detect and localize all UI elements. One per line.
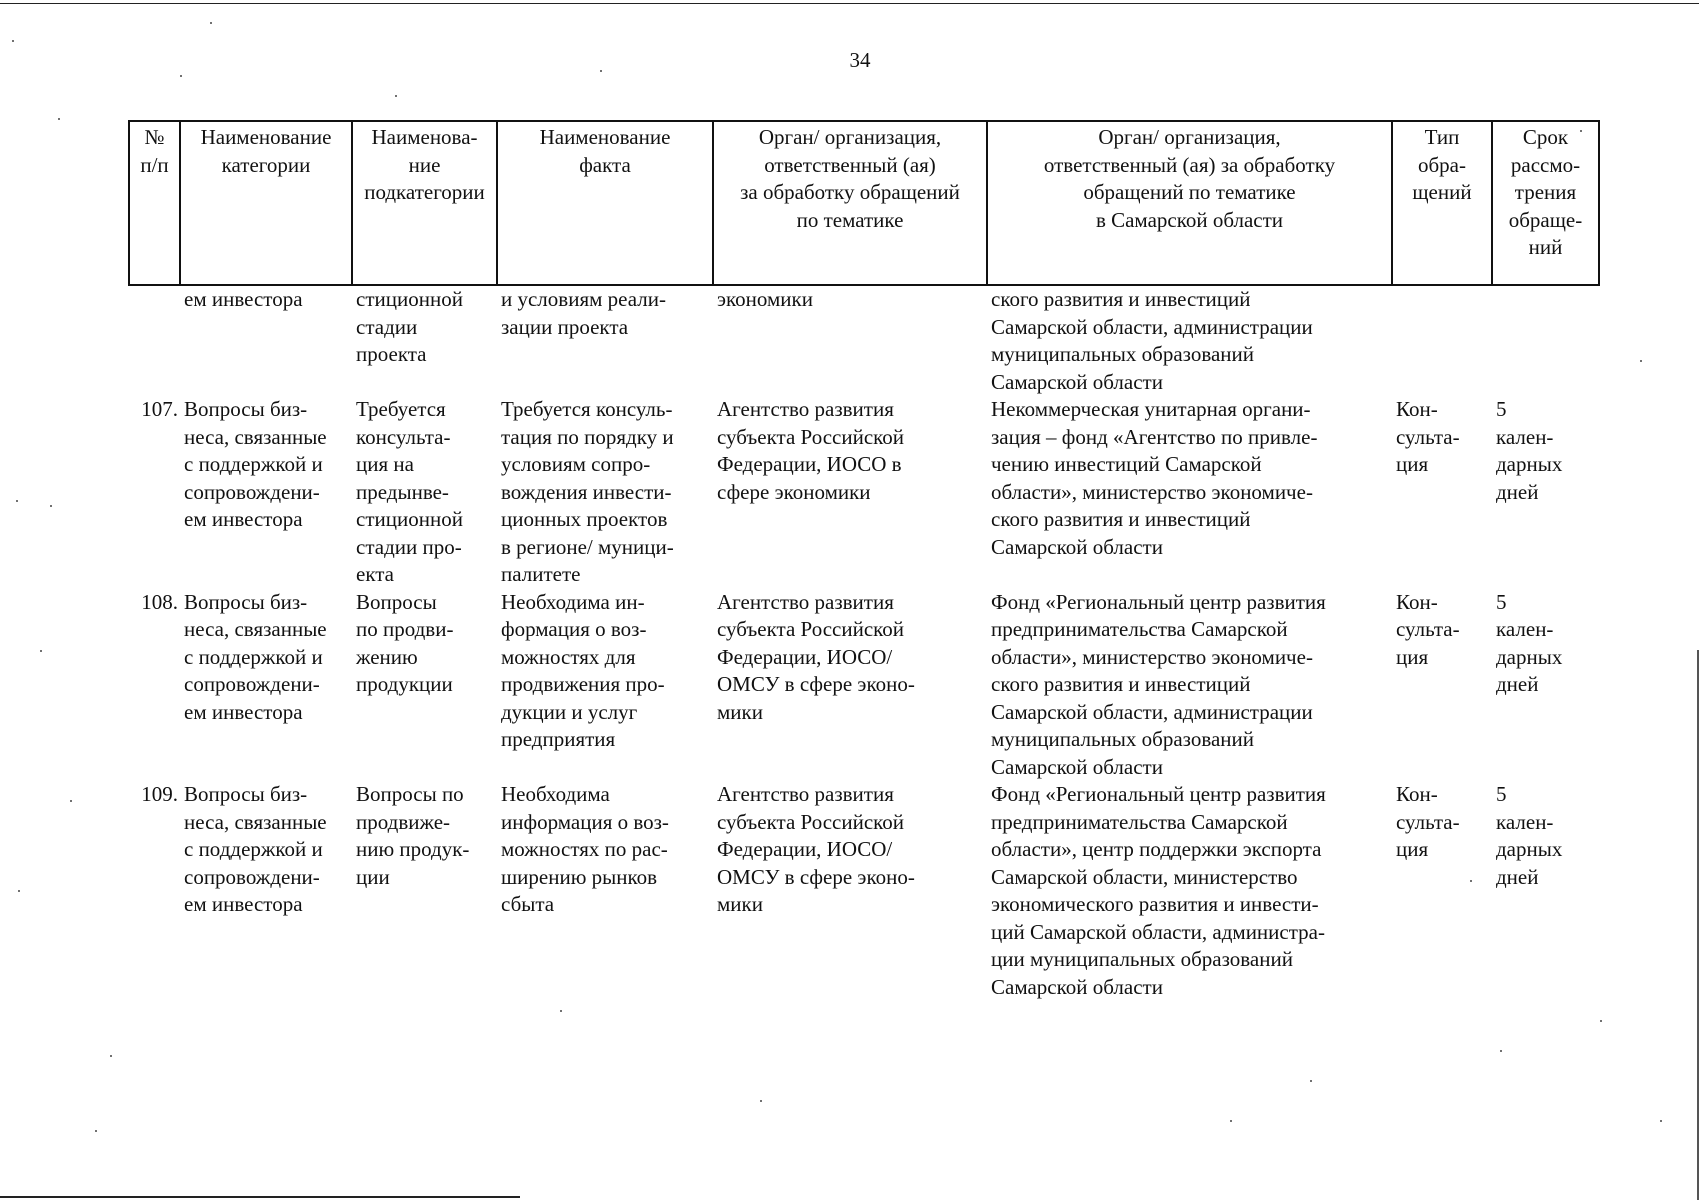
scan-speck [1580,130,1582,132]
cell-subcategory-line: проекта [356,342,427,366]
cell-org-federal-line: Федерации, ИОСО/ [717,837,893,861]
cell-fact-line: Необходима [501,782,610,806]
cell-fact-line: и условиям реали- [501,287,666,311]
cell-fact-line: Необходима ин- [501,589,645,614]
cell-org-federal-line: Агентство развития [717,589,894,614]
cell-type-line: ция [1396,452,1429,476]
header-subcategory-line: подкатегории [364,180,485,204]
cell-term-line: 5 [1496,589,1507,614]
cell-term-line: дней [1496,864,1539,889]
cell-type-line: ция [1396,837,1429,861]
cell-org-federal-line: ОМСУ в сфере эконо- [717,864,915,889]
cell-org-regional-line: муниципальных образований [991,727,1254,751]
cell-fact-line: условиям сопро- [501,452,651,476]
header-term-line: Срок [1522,125,1569,149]
cell-type-line: сульта- [1396,809,1460,834]
cell-subcategory-line: предынве- [356,479,449,504]
cell-org-federal [713,589,987,782]
header-org-regional-line: обращений по тематике [1083,180,1296,204]
scan-speck [180,75,182,77]
cell-fact [497,781,713,1001]
header-term [1492,121,1599,285]
cell-category-line: ем инвестора [184,507,303,531]
cell-org-regional-line: ций Самарской области, администра- [991,919,1325,944]
cell-category-line: неса, связанные [184,424,327,449]
scan-speck [58,118,60,120]
cell-subcategory-line: жению [356,644,418,669]
cell-category-line: с поддержкой и [184,837,323,861]
cell-category-line: Вопросы биз- [184,397,308,421]
cell-subcategory-line: екта [356,562,395,586]
header-term-line: рассмо- [1510,152,1581,177]
scan-speck [1230,1120,1232,1122]
cell-subcategory-line: стиционной [356,507,463,531]
scan-speck [1500,1050,1502,1052]
cell-category-line: ем инвестора [184,287,303,311]
cell-subcategory [352,589,497,782]
cell-fact-line: дукции и услуг [501,699,638,724]
cell-type-line: Кон- [1396,589,1438,614]
cell-fact-line: предприятия [501,727,616,751]
header-subcategory-line: ние [408,152,441,177]
cell-type-line: Кон- [1396,782,1438,806]
cell-subcategory-line: стадии [356,314,418,339]
cell-org-federal-line: мики [717,892,763,916]
cell-org-regional-line: области», центр поддержки экспорта [991,837,1322,861]
cell-org-regional-line: ского развития и инвестиций [991,672,1251,696]
header-fact-line: факта [579,152,631,177]
scan-speck [395,95,397,97]
cell-org-regional-line: Самарской области [991,369,1163,394]
scan-speck [12,40,14,42]
cell-fact-line: формация о воз- [501,617,647,641]
table-row [129,285,1599,396]
cell-org-regional-line: Фонд «Региональный центр развития [991,782,1326,806]
header-type-line: обра- [1418,152,1466,177]
scan-edge-bottom [0,1196,520,1198]
cell-org-regional-line: Фонд «Региональный центр развития [991,589,1326,614]
cell-org-regional-line: Самарской области, администрации [991,314,1313,339]
cell-term [1492,589,1599,782]
cell-fact-line: информация о воз- [501,809,669,834]
cell-category [180,285,352,396]
header-fact [497,121,713,285]
cell-subcategory-line: нию продук- [356,837,470,861]
cell-org-federal [713,396,987,589]
cell-type [1392,589,1492,782]
cell-fact [497,589,713,782]
cell-org-regional-line: предпринимательства Самарской [991,809,1288,834]
scan-speck [18,890,20,892]
cell-org-regional [987,781,1392,1001]
scan-speck [1600,1020,1602,1022]
scan-speck [1310,1080,1312,1082]
cell-org-regional-line: Самарской области [991,754,1163,779]
cell-number: 108. [141,589,178,614]
cell-org-regional-line: ции муниципальных образований [991,947,1293,971]
cell-number [129,285,180,396]
scan-speck [95,1130,97,1132]
cell-category-line: Вопросы биз- [184,589,308,614]
cell-org-regional [987,285,1392,396]
cell-org-federal-line: мики [717,699,763,724]
scan-speck [600,70,602,72]
header-row [129,121,1599,285]
cell-subcategory-line: Вопросы [356,589,437,614]
cell-subcategory-line: ция на [356,452,414,476]
cell-org-federal-line: экономики [717,287,813,311]
cell-subcategory-line: консульта- [356,424,451,449]
cell-org-federal-line: Агентство развития [717,397,894,421]
scan-speck [1470,880,1472,882]
scan-speck [1660,1120,1662,1122]
cell-org-federal-line: сфере экономики [717,479,871,504]
header-org-federal-line: по тематике [796,207,904,232]
cell-term-line: дарных [1496,837,1563,861]
cell-org-federal-line: Агентство развития [717,782,894,806]
cell-org-regional-line: Самарской области [991,534,1163,559]
header-number [129,121,180,285]
header-org-regional [987,121,1392,285]
cell-org-regional-line: экономического развития и инвести- [991,892,1319,916]
table-body [129,285,1599,1001]
cell-org-regional [987,396,1392,589]
table-header [129,121,1599,285]
cell-type-line: Кон- [1396,397,1438,421]
cell-subcategory-line: стиционной [356,287,463,311]
cell-type [1392,781,1492,1001]
cell-fact-line: зации проекта [501,314,629,339]
cell-org-federal-line: Федерации, ИОСО в [717,452,902,476]
header-number-line: № [144,125,165,149]
header-category [180,121,352,285]
cell-type-line: сульта- [1396,617,1460,641]
header-number-line: п/п [140,152,169,177]
cell-org-federal-line: субъекта Российской [717,617,905,641]
cell-term-line: дарных [1496,644,1563,669]
header-term-line: обраще- [1508,207,1583,232]
cell-fact-line: вождения инвести- [501,479,672,504]
cell-category-line: с поддержкой и [184,452,323,476]
cell-fact-line: можностях для [501,644,636,669]
cell-category-line: неса, связанные [184,809,327,834]
cell-term-line: дней [1496,479,1539,504]
document-table [128,120,1600,1001]
cell-fact [497,285,713,396]
cell-term-line: кален- [1496,809,1554,834]
header-type-line: щений [1412,180,1472,204]
cell-category [180,589,352,782]
cell-subcategory-line: Требуется [356,397,446,421]
header-category-line: категории [221,152,311,177]
cell-fact-line: продвижения про- [501,672,665,696]
cell-number: 107. [141,397,178,421]
scan-speck [110,1055,112,1057]
cell-category-line: сопровождени- [184,479,320,504]
header-org-regional-line: Орган/ организация, [1098,125,1281,149]
cell-term-line: 5 [1496,397,1507,421]
header-org-regional-line: в Самарской области [1095,207,1284,232]
cell-fact-line: Требуется консуль- [501,397,673,421]
cell-fact-line: тация по порядку и [501,424,674,449]
cell-category [180,396,352,589]
cell-subcategory-line: Вопросы по [356,782,464,806]
page-number: 34 [849,48,871,72]
cell-subcategory-line: продвиже- [356,809,451,834]
scan-speck [560,1010,562,1012]
header-type [1392,121,1492,285]
cell-term [1492,781,1599,1001]
cell-org-regional-line: зация – фонд «Агентство по привле- [991,424,1318,449]
cell-category-line: ем инвестора [184,699,303,724]
cell-term-line: кален- [1496,617,1554,641]
cell-org-regional-line: предпринимательства Самарской [991,617,1288,641]
cell-org-regional-line: Некоммерческая унитарная органи- [991,397,1311,421]
cell-subcategory [352,285,497,396]
scan-speck [50,505,52,507]
cell-subcategory-line: продукции [356,672,453,696]
cell-org-federal-line: субъекта Российской [717,424,905,449]
cell-number: 109. [141,782,178,806]
header-fact-line: Наименование [539,125,671,149]
cell-category-line: Вопросы биз- [184,782,308,806]
scan-speck [70,800,72,802]
header-org-federal-line: за обработку обращений [740,180,960,204]
cell-subcategory-line: стадии про- [356,534,462,559]
cell-type-line: ция [1396,644,1429,669]
cell-fact-line: ционных проектов [501,507,668,531]
cell-org-federal [713,781,987,1001]
cell-category-line: ем инвестора [184,892,303,916]
header-org-federal-line: Орган/ организация, [758,125,942,149]
cell-org-federal-line: ОМСУ в сфере эконо- [717,672,915,696]
header-term-line: ний [1528,235,1563,259]
scan-speck [760,1100,762,1102]
header-term-line: трения [1514,180,1577,204]
cell-type [1392,285,1492,396]
cell-category-line: неса, связанные [184,617,327,641]
cell-org-regional-line: Самарской области, министерство [991,864,1298,889]
cell-fact-line: можностях по рас- [501,837,668,861]
cell-org-federal-line: субъекта Российской [717,809,905,834]
cell-term-line: кален- [1496,424,1554,449]
cell-type [1392,396,1492,589]
cell-org-regional-line: Самарской области, администрации [991,699,1313,724]
cell-term [1492,396,1599,589]
cell-category-line: с поддержкой и [184,644,323,669]
cell-org-regional-line: ского развития и инвестиций [991,507,1251,531]
cell-subcategory [352,781,497,1001]
cell-category-line: сопровождени- [184,864,320,889]
header-org-federal-line: ответственный (ая) [764,152,936,177]
header-subcategory-line: Наименова- [371,125,478,149]
scan-speck [1640,360,1642,362]
cell-org-regional-line: чению инвестиций Самарской [991,452,1262,476]
cell-fact-line: сбыта [501,892,555,916]
cell-org-federal [713,285,987,396]
cell-fact [497,396,713,589]
header-category-line: Наименование [200,125,332,149]
cell-term-line: 5 [1496,782,1507,806]
table-row [129,781,1599,1001]
scan-speck [16,500,18,502]
cell-fact-line: в регионе/ муници- [501,534,674,559]
scan-speck [40,650,42,652]
cell-subcategory-line: по продви- [356,617,454,641]
header-subcategory [352,121,497,285]
cell-subcategory [352,396,497,589]
cell-category [180,781,352,1001]
cell-fact-line: ширению рынков [501,864,658,889]
cell-category-line: сопровождени- [184,672,320,696]
table-row [129,589,1599,782]
cell-org-regional [987,589,1392,782]
cell-term-line: дарных [1496,452,1563,476]
header-type-line: Тип [1424,125,1460,149]
cell-org-regional-line: Самарской области [991,974,1163,999]
cell-org-regional-line: области», министерство экономиче- [991,479,1313,504]
cell-type-line: сульта- [1396,424,1460,449]
header-org-regional-line: ответственный (ая) за обработку [1043,152,1336,177]
cell-subcategory-line: ции [356,864,390,889]
cell-org-regional-line: муниципальных образований [991,342,1254,366]
cell-term-line: дней [1496,672,1539,696]
cell-fact-line: палитете [501,562,581,586]
header-org-federal [713,121,987,285]
cell-org-regional-line: области», министерство экономиче- [991,644,1313,669]
scan-speck [210,22,212,24]
cell-org-federal-line: Федерации, ИОСО/ [717,644,893,669]
table-row [129,396,1599,589]
scan-edge-top [0,3,1699,4]
cell-org-regional-line: ского развития и инвестиций [991,287,1251,311]
cell-term [1492,285,1599,396]
